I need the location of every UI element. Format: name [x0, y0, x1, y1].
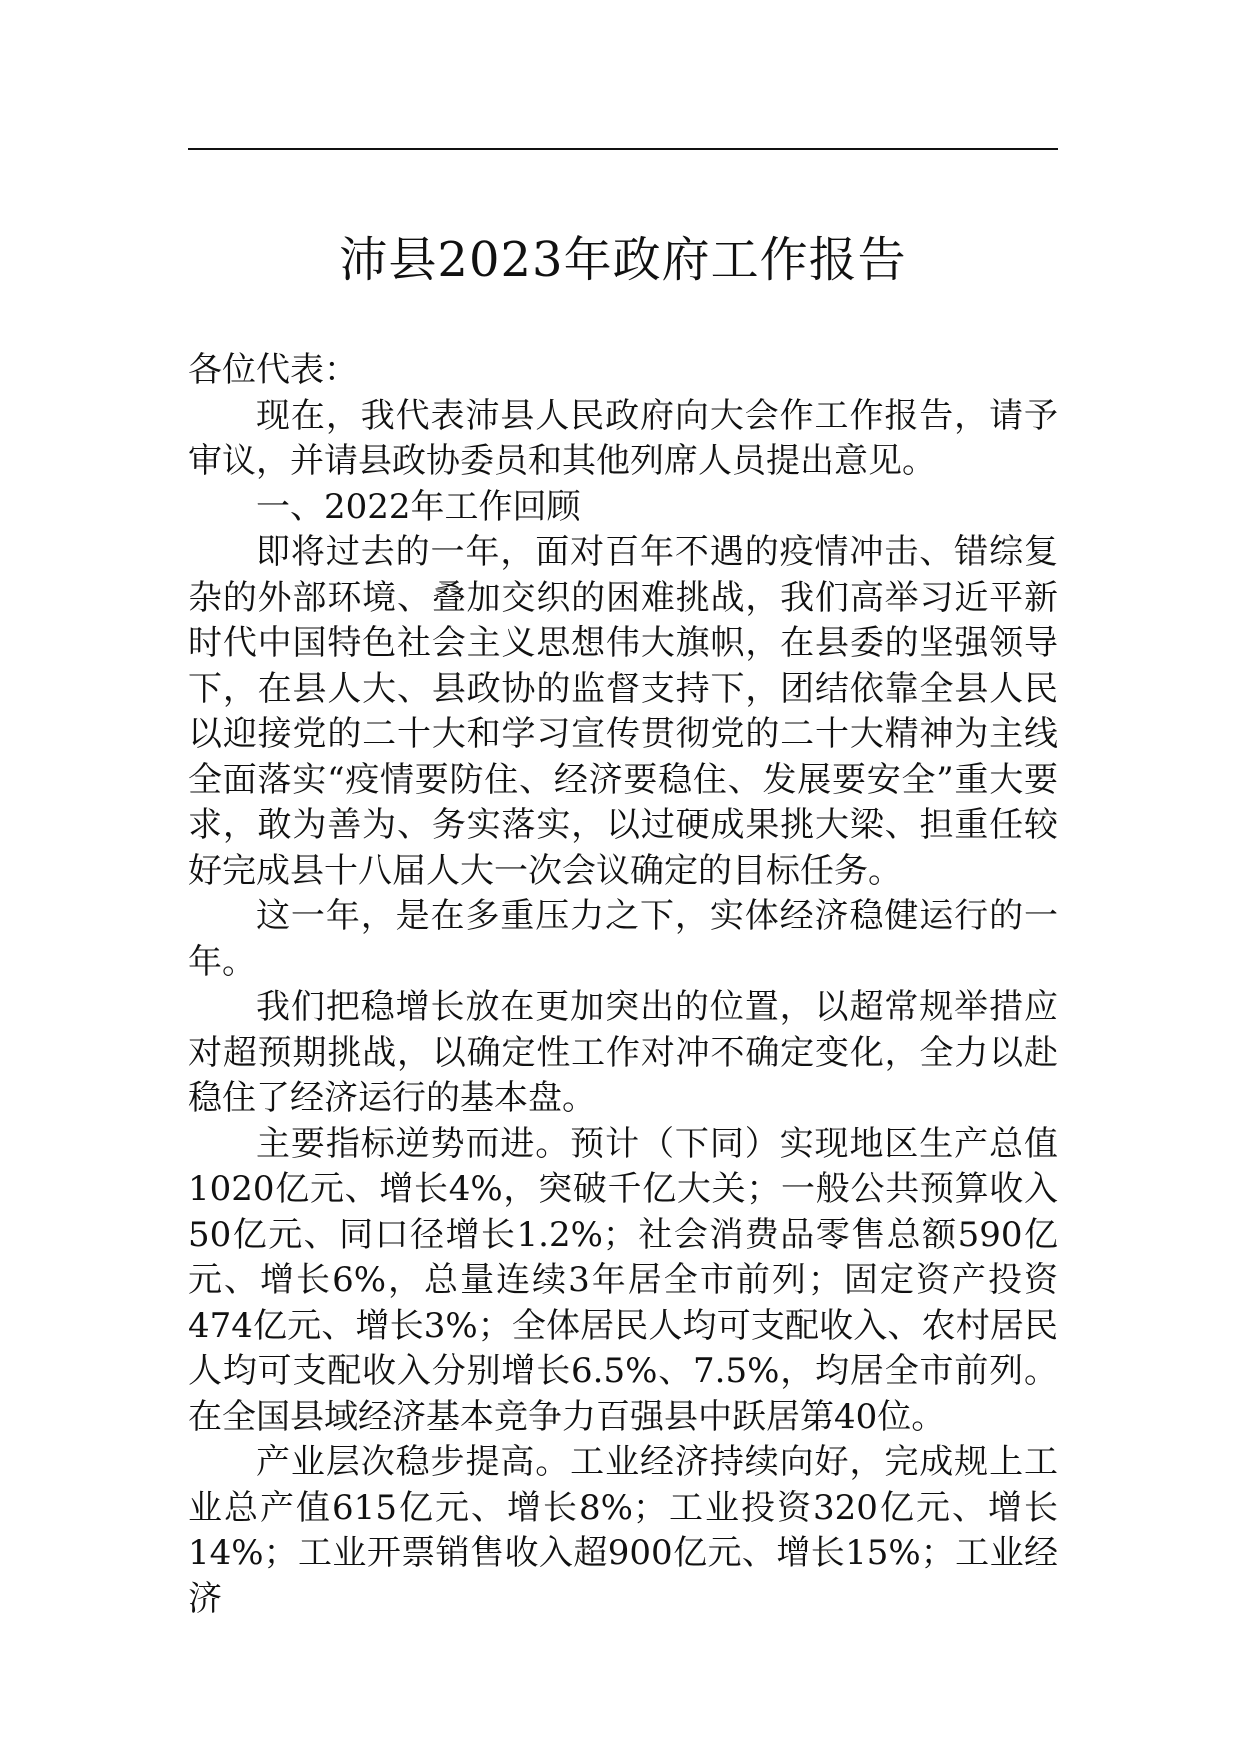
paragraph-review: 即将过去的一年，面对百年不遇的疫情冲击、错综复杂的外部环境、叠加交织的困难挑战，我们高举习近平新时代中国特色社会主义思想伟大旗帜，在县委的坚强领导下，在县人大、县政协的监督支持下，团结依靠全县人民以迎接党的二十大和学习宣传贯彻党的二十大精神为主线全面落实“疫情要防住、经济要稳住、发展要安全”重大要求，敢为善为、务实落实，以过硬成果挑大梁、担重任较好完成县十八届人大一次会议确定的目标任务。	[188, 532, 1058, 891]
document-body	[188, 348, 1058, 1622]
paragraph-industry: 产业层次稳步提高。工业经济持续向好，完成规上工业总产值615亿元、增长8%；工业投资320亿元、增长14%；工业开票销售收入超900亿元、增长15%；工业经济	[188, 1442, 1058, 1619]
paragraph-summary: 这一年，是在多重压力之下，实体经济稳健运行的一年。	[188, 896, 1058, 982]
paragraph-indicators: 主要指标逆势而进。预计（下同）实现地区生产总值1020亿元、增长4%，突破千亿大关；一般公共预算收入50亿元、同口径增长1.2%；社会消费品零售总额590亿元、增长6%，总量连续3年居全市前列；固定资产投资474亿元、增长3%；全体居民人均可支配收入、农村居民人均可支配收入分别增长6.5%、7.5%，均居全市前列。在全国县域经济基本竞争力百强县中跃居第40位。	[188, 1123, 1058, 1437]
paragraph-stability: 我们把稳增长放在更加突出的位置，以超常规举措应对超预期挑战，以确定性工作对冲不确定变化，全力以赴稳住了经济运行的基本盘。	[188, 987, 1058, 1118]
section-heading: 一、2022年工作回顾	[256, 486, 581, 527]
page-title: 沛县2023年政府工作报告	[339, 232, 907, 288]
salutation: 各位代表：	[188, 350, 358, 390]
paragraph-intro: 现在，我代表沛县人民政府向大会作工作报告，请予审议，并请县政协委员和其他列席人员提出意见。	[188, 395, 1058, 481]
header-rule	[188, 148, 1058, 150]
